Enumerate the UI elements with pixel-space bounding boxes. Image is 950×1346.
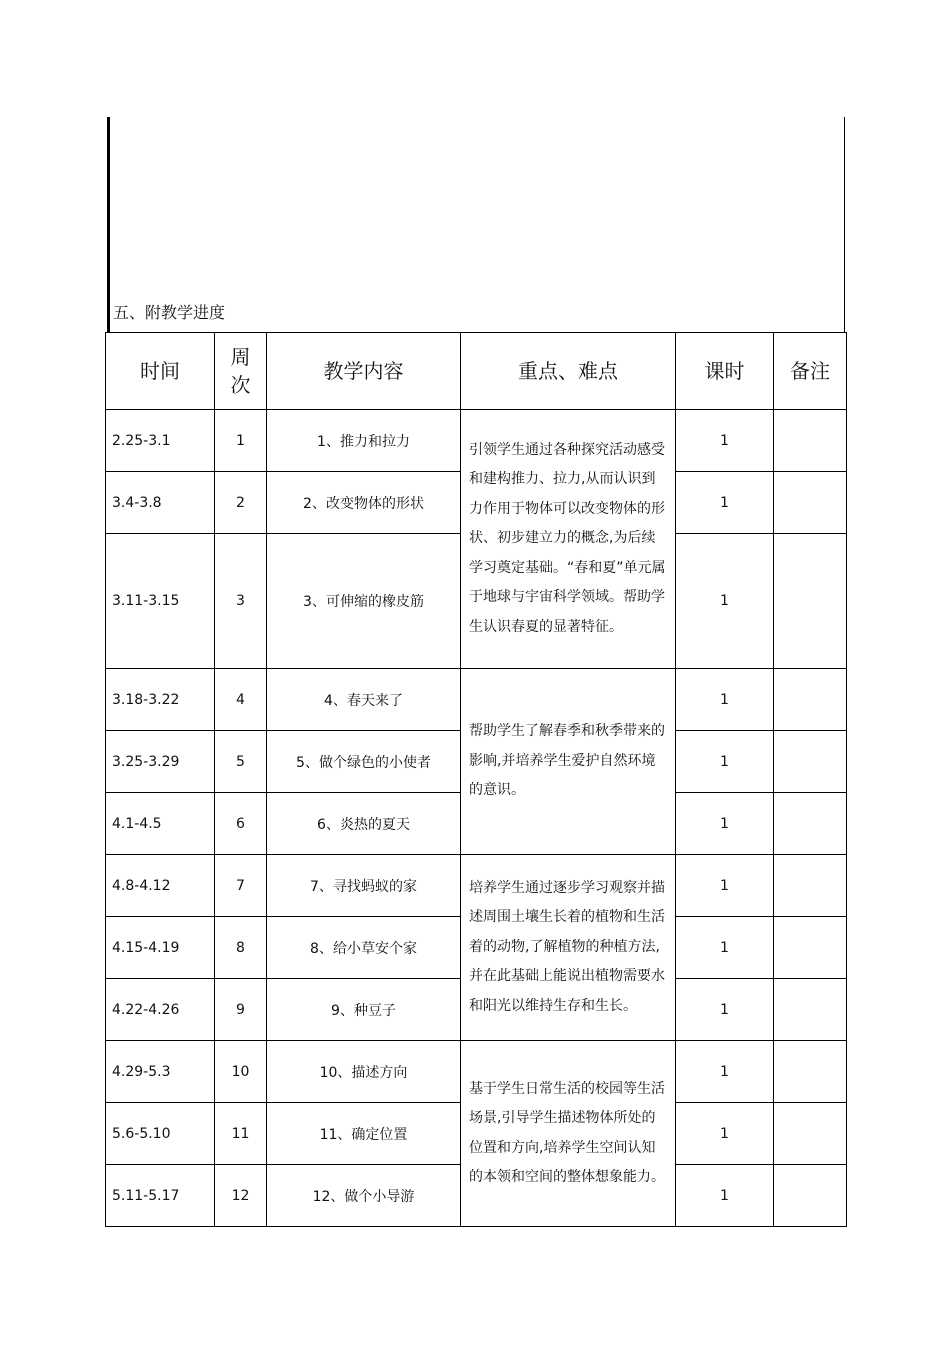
cell-notes (774, 534, 847, 669)
cell-hours: 1 (676, 979, 774, 1041)
cell-key-points: 基于学生日常生活的校园等生活场景,引导学生描述物体所处的位置和方向,培养学生空间认知的本领和空间的整体想象能力。 (461, 1041, 676, 1227)
table-row (106, 855, 847, 917)
cell-hours: 1 (676, 793, 774, 855)
cell-time: 5.11-5.17 (106, 1165, 215, 1227)
cell-hours: 1 (676, 472, 774, 534)
cell-notes (774, 979, 847, 1041)
header-week-line2: 次 (230, 373, 251, 397)
cell-hours: 1 (676, 917, 774, 979)
cell-time: 4.15-4.19 (106, 917, 215, 979)
cell-notes (774, 410, 847, 472)
cell-week: 8 (215, 917, 267, 979)
cell-hours: 1 (676, 1165, 774, 1227)
section-title: 五、附教学进度 (113, 303, 226, 322)
cell-time: 3.11-3.15 (106, 534, 215, 669)
cell-time: 3.4-3.8 (106, 472, 215, 534)
cell-week: 1 (215, 410, 267, 472)
table-row (106, 669, 847, 731)
cell-week: 10 (215, 1041, 267, 1103)
cell-week: 6 (215, 793, 267, 855)
cell-content: 9、种豆子 (267, 979, 461, 1041)
cell-notes (774, 731, 847, 793)
table-header-row (106, 333, 847, 410)
cell-time: 4.8-4.12 (106, 855, 215, 917)
cell-notes (774, 1165, 847, 1227)
cell-time: 3.18-3.22 (106, 669, 215, 731)
cell-content: 8、给小草安个家 (267, 917, 461, 979)
cell-hours: 1 (676, 534, 774, 669)
cell-content: 10、描述方向 (267, 1041, 461, 1103)
header-content: 教学内容 (267, 333, 461, 410)
cell-content: 4、春天来了 (267, 669, 461, 731)
cell-hours: 1 (676, 410, 774, 472)
cell-content: 7、寻找蚂蚁的家 (267, 855, 461, 917)
cell-content: 2、改变物体的形状 (267, 472, 461, 534)
cell-week: 7 (215, 855, 267, 917)
cell-time: 5.6-5.10 (106, 1103, 215, 1165)
cell-notes (774, 472, 847, 534)
cell-week: 3 (215, 534, 267, 669)
cell-hours: 1 (676, 1103, 774, 1165)
cell-week: 12 (215, 1165, 267, 1227)
cell-content: 5、做个绿色的小使者 (267, 731, 461, 793)
cell-notes (774, 1103, 847, 1165)
cell-hours: 1 (676, 669, 774, 731)
cell-notes (774, 793, 847, 855)
cell-time: 4.22-4.26 (106, 979, 215, 1041)
cell-content: 12、做个小导游 (267, 1165, 461, 1227)
header-notes: 备注 (774, 333, 847, 410)
cell-week: 9 (215, 979, 267, 1041)
table-row (106, 410, 847, 472)
cell-time: 4.1-4.5 (106, 793, 215, 855)
cell-notes (774, 855, 847, 917)
cell-hours: 1 (676, 855, 774, 917)
header-time: 时间 (106, 333, 215, 410)
cell-key-points: 培养学生通过逐步学习观察并描述周围土壤生长着的植物和生活着的动物,了解植物的种植方法,并在此基础上能说出植物需要水和阳光以维持生存和生长。 (461, 855, 676, 1041)
cell-time: 3.25-3.29 (106, 731, 215, 793)
header-hours: 课时 (676, 333, 774, 410)
cell-hours: 1 (676, 731, 774, 793)
cell-content: 6、炎热的夏天 (267, 793, 461, 855)
header-key-points: 重点、难点 (461, 333, 676, 410)
cell-notes (774, 669, 847, 731)
cell-time: 4.29-5.3 (106, 1041, 215, 1103)
cell-content: 1、推力和拉力 (267, 410, 461, 472)
cell-key-points: 帮助学生了解春季和秋季带来的影响,并培养学生爱护自然环境的意识。 (461, 669, 676, 855)
cell-week: 2 (215, 472, 267, 534)
cell-content: 11、确定位置 (267, 1103, 461, 1165)
cell-key-points: 引领学生通过各种探究活动感受和建构推力、拉力,从而认识到力作用于物体可以改变物体的形状、初步建立力的概念,为后续学习奠定基础。“春和夏”单元属于地球与宇宙科学领域。帮助学生认识春夏的显著特征。 (461, 410, 676, 669)
cell-week: 5 (215, 731, 267, 793)
cell-notes (774, 917, 847, 979)
header-week (215, 333, 267, 410)
teaching-schedule-table (105, 332, 847, 1227)
table-row (106, 1041, 847, 1103)
header-week-line1: 周 (230, 345, 251, 369)
cell-week: 11 (215, 1103, 267, 1165)
cell-hours: 1 (676, 1041, 774, 1103)
cell-content: 3、可伸缩的橡皮筋 (267, 534, 461, 669)
cell-time: 2.25-3.1 (106, 410, 215, 472)
cell-week: 4 (215, 669, 267, 731)
cell-notes (774, 1041, 847, 1103)
